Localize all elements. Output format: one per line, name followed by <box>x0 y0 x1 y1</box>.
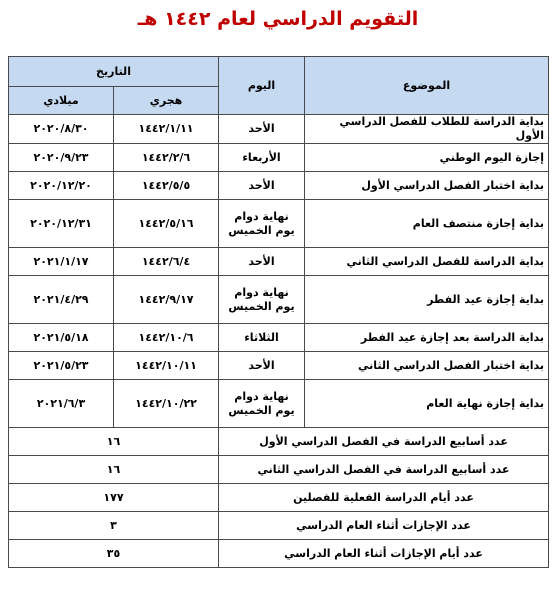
row-hijri: ١٤٤٢/٦/٤ <box>114 248 219 276</box>
summary-value: ١٧٧ <box>9 484 219 512</box>
row-day: الأربعاء <box>219 144 305 172</box>
row-day: نهاية دوام يوم الخميس <box>219 276 305 324</box>
table-row <box>9 200 549 248</box>
row-hijri: ١٤٤٢/٢/٦ <box>114 144 219 172</box>
summary-label: عدد الإجازات أثناء العام الدراسي <box>219 512 549 540</box>
row-day: الثلاثاء <box>219 324 305 352</box>
header-day: اليوم <box>219 57 305 115</box>
header-subject: الموضوع <box>305 57 549 115</box>
summary-value: ١٦ <box>9 428 219 456</box>
summary-label: عدد أسابيع الدراسة في الفصل الدراسي الأول <box>219 428 549 456</box>
row-gregorian: ٢٠٢١/٥/٢٣ <box>9 352 114 380</box>
summary-row <box>9 456 549 484</box>
row-day: الأحد <box>219 352 305 380</box>
row-subject: بداية إجازة نهاية العام <box>305 380 549 428</box>
summary-value: ٣٥ <box>9 540 219 568</box>
table-row <box>9 144 549 172</box>
header-hijri: هجري <box>114 87 219 115</box>
summary-row <box>9 484 549 512</box>
summary-label: عدد أسابيع الدراسة في الفصل الدراسي الثاني <box>219 456 549 484</box>
row-hijri: ١٤٤٢/٥/٥ <box>114 172 219 200</box>
summary-row <box>9 512 549 540</box>
row-day: الأحد <box>219 115 305 144</box>
table-row <box>9 352 549 380</box>
school-calendar-table <box>8 56 549 568</box>
row-day: الأحد <box>219 248 305 276</box>
row-hijri: ١٤٤٢/٩/١٧ <box>114 276 219 324</box>
row-subject: إجازة اليوم الوطني <box>305 144 549 172</box>
row-subject: بداية إجازة منتصف العام <box>305 200 549 248</box>
row-gregorian: ٢٠٢٠/١٢/٣١ <box>9 200 114 248</box>
table-row <box>9 248 549 276</box>
row-gregorian: ٢٠٢١/٦/٣ <box>9 380 114 428</box>
table-row <box>9 324 549 352</box>
row-hijri: ١٤٤٢/١٠/١١ <box>114 352 219 380</box>
table-row <box>9 276 549 324</box>
page-title: التقويم الدراسي لعام ١٤٤٢ هـ <box>137 8 419 30</box>
row-gregorian: ٢٠٢١/٤/٢٩ <box>9 276 114 324</box>
row-gregorian: ٢٠٢٠/٩/٢٣ <box>9 144 114 172</box>
header-date: التاريخ <box>9 57 219 87</box>
summary-label: عدد أيام الدراسة الفعلية للفصلين <box>219 484 549 512</box>
table-row <box>9 115 549 144</box>
row-hijri: ١٤٤٢/٥/١٦ <box>114 200 219 248</box>
row-subject: بداية اختبار الفصل الدراسي الأول <box>305 172 549 200</box>
row-hijri: ١٤٤٢/١/١١ <box>114 115 219 144</box>
row-day: نهاية دوام يوم الخميس <box>219 380 305 428</box>
row-day: نهاية دوام يوم الخميس <box>219 200 305 248</box>
summary-label: عدد أيام الإجازات أثناء العام الدراسي <box>219 540 549 568</box>
row-day: الأحد <box>219 172 305 200</box>
summary-row <box>9 428 549 456</box>
row-subject: بداية الدراسة للطلاب للفصل الدراسي الأول <box>305 115 549 144</box>
summary-value: ٣ <box>9 512 219 540</box>
table-row <box>9 380 549 428</box>
row-hijri: ١٤٤٢/١٠/٢٢ <box>114 380 219 428</box>
row-gregorian: ٢٠٢١/١/١٧ <box>9 248 114 276</box>
row-hijri: ١٤٤٢/١٠/٦ <box>114 324 219 352</box>
row-gregorian: ٢٠٢٠/٨/٣٠ <box>9 115 114 144</box>
row-subject: بداية إجازة عيد الفطر <box>305 276 549 324</box>
row-gregorian: ٢٠٢٠/١٢/٢٠ <box>9 172 114 200</box>
row-gregorian: ٢٠٢١/٥/١٨ <box>9 324 114 352</box>
table-row <box>9 172 549 200</box>
row-subject: بداية اختبار الفصل الدراسي الثاني <box>305 352 549 380</box>
summary-value: ١٦ <box>9 456 219 484</box>
summary-row <box>9 540 549 568</box>
row-subject: بداية الدراسة بعد إجازة عيد الفطر <box>305 324 549 352</box>
row-subject: بداية الدراسة للفصل الدراسي الثاني <box>305 248 549 276</box>
header-gregorian: ميلادي <box>9 87 114 115</box>
